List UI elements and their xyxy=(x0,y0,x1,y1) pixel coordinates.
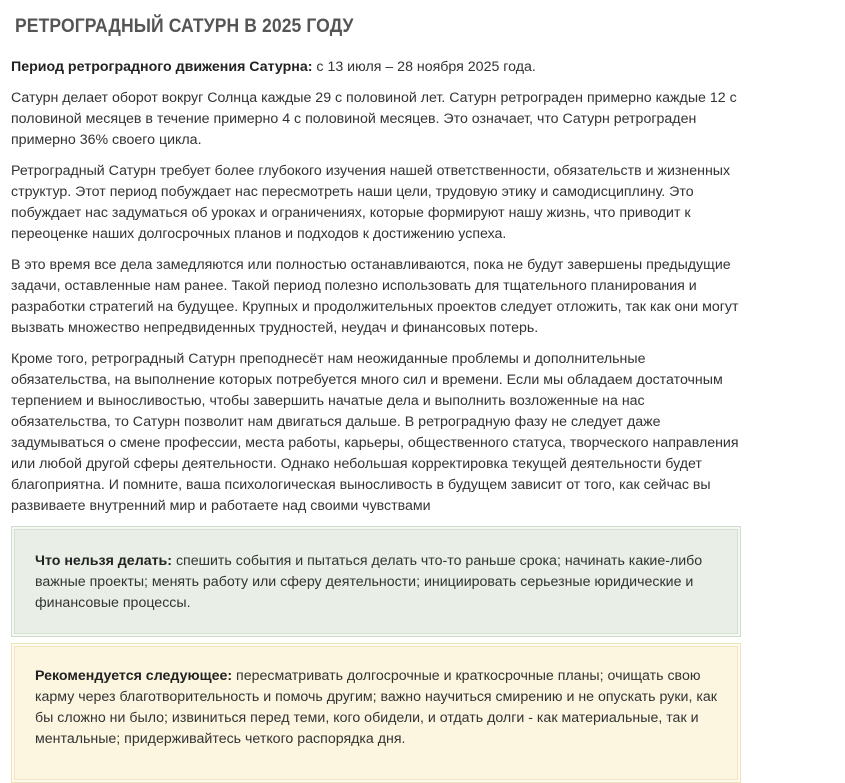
dont-do-label: Что нельзя делать: xyxy=(35,553,172,569)
paragraph-cycle: Сатурн делает оборот вокруг Солнца каждые 29 с половиной лет. Сатурн ретрограден примерно каждые 12 с половиной месяцев в течение примерно 4 с половиной месяцев. Это означает, что Сатурн ретрограден примерно 36% своего цикла. xyxy=(11,90,737,148)
period-value: с 13 июля – 28 ноября 2025 года. xyxy=(312,59,536,75)
paragraph-challenges: Кроме того, ретроградный Сатурн преподнесёт нам неожиданные проблемы и дополнительные обязательства, на выполнение которых потребуется много сил и времени. Если мы обладаем достаточным терпением и выносливостью, чтобы завершить начатые дела и выполнить возложенные на нас обязательства, то Сатурн позволит нам двигаться дальше. В ретроградную фазу не следует даже задумываться о смене профессии, места работы, карьеры, общественного статуса, творческого направления или любой другой сферы деятельности. Однако небольшая корректировка текущей деятельности будет благоприятна. И помните, ваша психологическая выносливость в будущем зависит от того, как сейчас вы развиваете внутренний мир и работаете над своими чувствами xyxy=(11,351,739,514)
article xyxy=(11,0,741,517)
period-label: Период ретроградного движения Сатурна: xyxy=(11,59,313,75)
period-paragraph xyxy=(11,57,741,78)
dont-do-box xyxy=(11,526,741,637)
dont-do-text: спешить события и пытаться делать что-то раньше срока; начинать какие-либо важные проекты; менять работу или сферу деятельности; инициировать серьезные юридические и финансовые процессы. xyxy=(35,553,703,611)
recommendations-box xyxy=(11,643,741,783)
recommendations-text: пересматривать долгосрочные и краткосрочные планы; очищать свою карму через благотворительность и помочь другим; важно научиться смирению и не опускать руки, как бы сложно ни было; извиниться перед теми, кого обидели, и отдать долги - как материальные, так и ментальные; придерживайтесь четкого распорядка дня. xyxy=(35,668,717,747)
page-title: РЕТРОГРАДНЫЙ САТУРН В 2025 ГОДУ xyxy=(15,15,354,37)
paragraph-responsibility: Ретроградный Сатурн требует более глубокого изучения нашей ответственности, обязательств и жизненных структур. Этот период побуждает нас пересмотреть наши цели, трудовую этику и самодисциплину. Это побуждает нас задуматься об уроках и ограничениях, которые формируют нашу жизнь, что приводит к переоценке наших долгосрочных планов и подходов к достижению успеха. xyxy=(11,163,731,242)
recommendations-label: Рекомендуется следующее: xyxy=(35,668,233,684)
paragraph-slowdown: В это время все дела замедляются или полностью останавливаются, пока не будут завершены предыдущие задачи, оставленные нам ранее. Такой период полезно использовать для тщательного планирования и разработки стратегий на будущее. Крупных и продолжительных проектов следует отложить, так как они могут вызвать множество непредвиденных трудностей, неудач и финансовых потерь. xyxy=(11,257,739,336)
